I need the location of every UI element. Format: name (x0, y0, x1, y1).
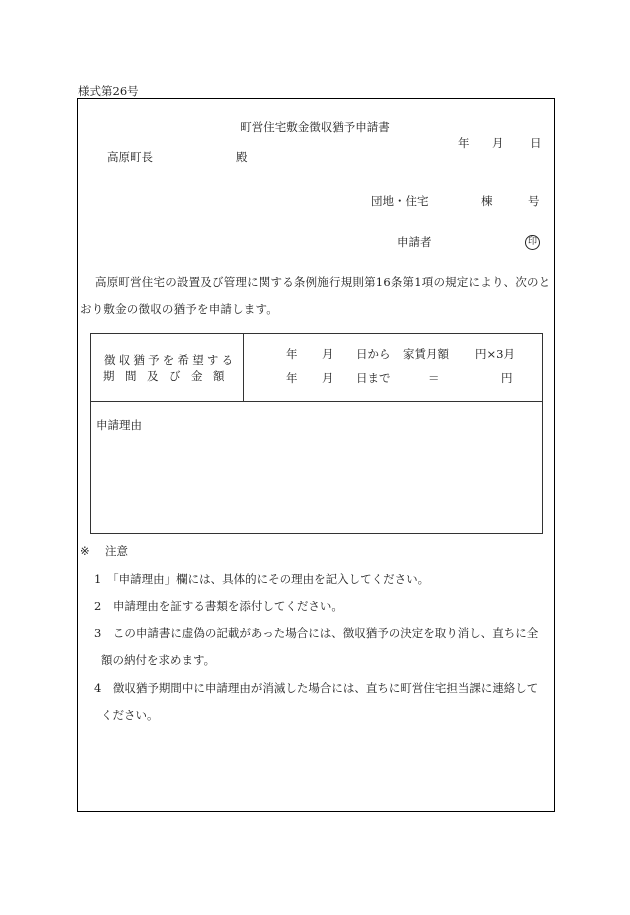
honorific: 殿 (236, 150, 248, 164)
building-label: 棟 (481, 194, 493, 208)
note-item-4-line-1: 4 徴収猶予期間中に申請理由が消滅した場合には、直ちに町営住宅担当課に連絡して (94, 681, 539, 695)
rent-multiplier-field[interactable]: 円×3月 (475, 347, 515, 361)
monthly-rent-label: 家賃月額 (403, 347, 449, 361)
seal-icon: 印 (525, 235, 540, 250)
from-month-field[interactable]: 月 (322, 347, 334, 361)
notes-mark: ※ (80, 544, 90, 558)
total-amount-field[interactable]: 円 (501, 371, 513, 385)
form-title: 町営住宅敷金徴収猶予申請書 (240, 120, 390, 134)
applicant-label: 申請者 (397, 235, 432, 249)
addressee: 高原町長 (107, 150, 153, 164)
note-item-2: 2 申請理由を証する書類を添付してください。 (94, 599, 343, 613)
table-column-divider (243, 333, 244, 401)
note-item-3-line-1: 3 この申請書に虚偽の記載があった場合には、徴収猶予の決定を取り消し、直ちに全 (94, 626, 539, 640)
estate-label: 団地・住宅 (371, 194, 429, 208)
body-text-line-2: おり敷金の徴収の猶予を申請します。 (80, 302, 278, 316)
from-day-field[interactable]: 日から (356, 347, 391, 361)
form-number: 様式第26号 (78, 84, 139, 98)
reason-field[interactable]: 申請理由 (96, 418, 142, 432)
notes-heading: 注意 (105, 544, 128, 558)
period-label-line-1: 徴収猶予を希望する (104, 353, 237, 367)
date-month-label: 月 (492, 136, 504, 150)
period-label-line-2: 期間及び金額 (103, 369, 235, 383)
unit-label: 号 (528, 194, 540, 208)
equals-sign: ＝ (428, 371, 440, 385)
note-item-3-line-2: 額の納付を求めます。 (101, 653, 216, 667)
body-text-line-1: 高原町営住宅の設置及び管理に関する条例施行規則第16条第1項の規定により、次のと (95, 275, 551, 289)
note-item-4-line-2: ください。 (101, 708, 159, 722)
note-item-1: 1 「申請理由」欄には、具体的にその理由を記入してください。 (94, 572, 430, 586)
until-day-field[interactable]: 日まで (356, 371, 391, 385)
table-row-divider (90, 401, 543, 402)
until-month-field[interactable]: 月 (322, 371, 334, 385)
until-year-field[interactable]: 年 (286, 371, 298, 385)
date-day-label: 日 (530, 136, 542, 150)
from-year-field[interactable]: 年 (286, 347, 298, 361)
date-year-label: 年 (458, 136, 470, 150)
